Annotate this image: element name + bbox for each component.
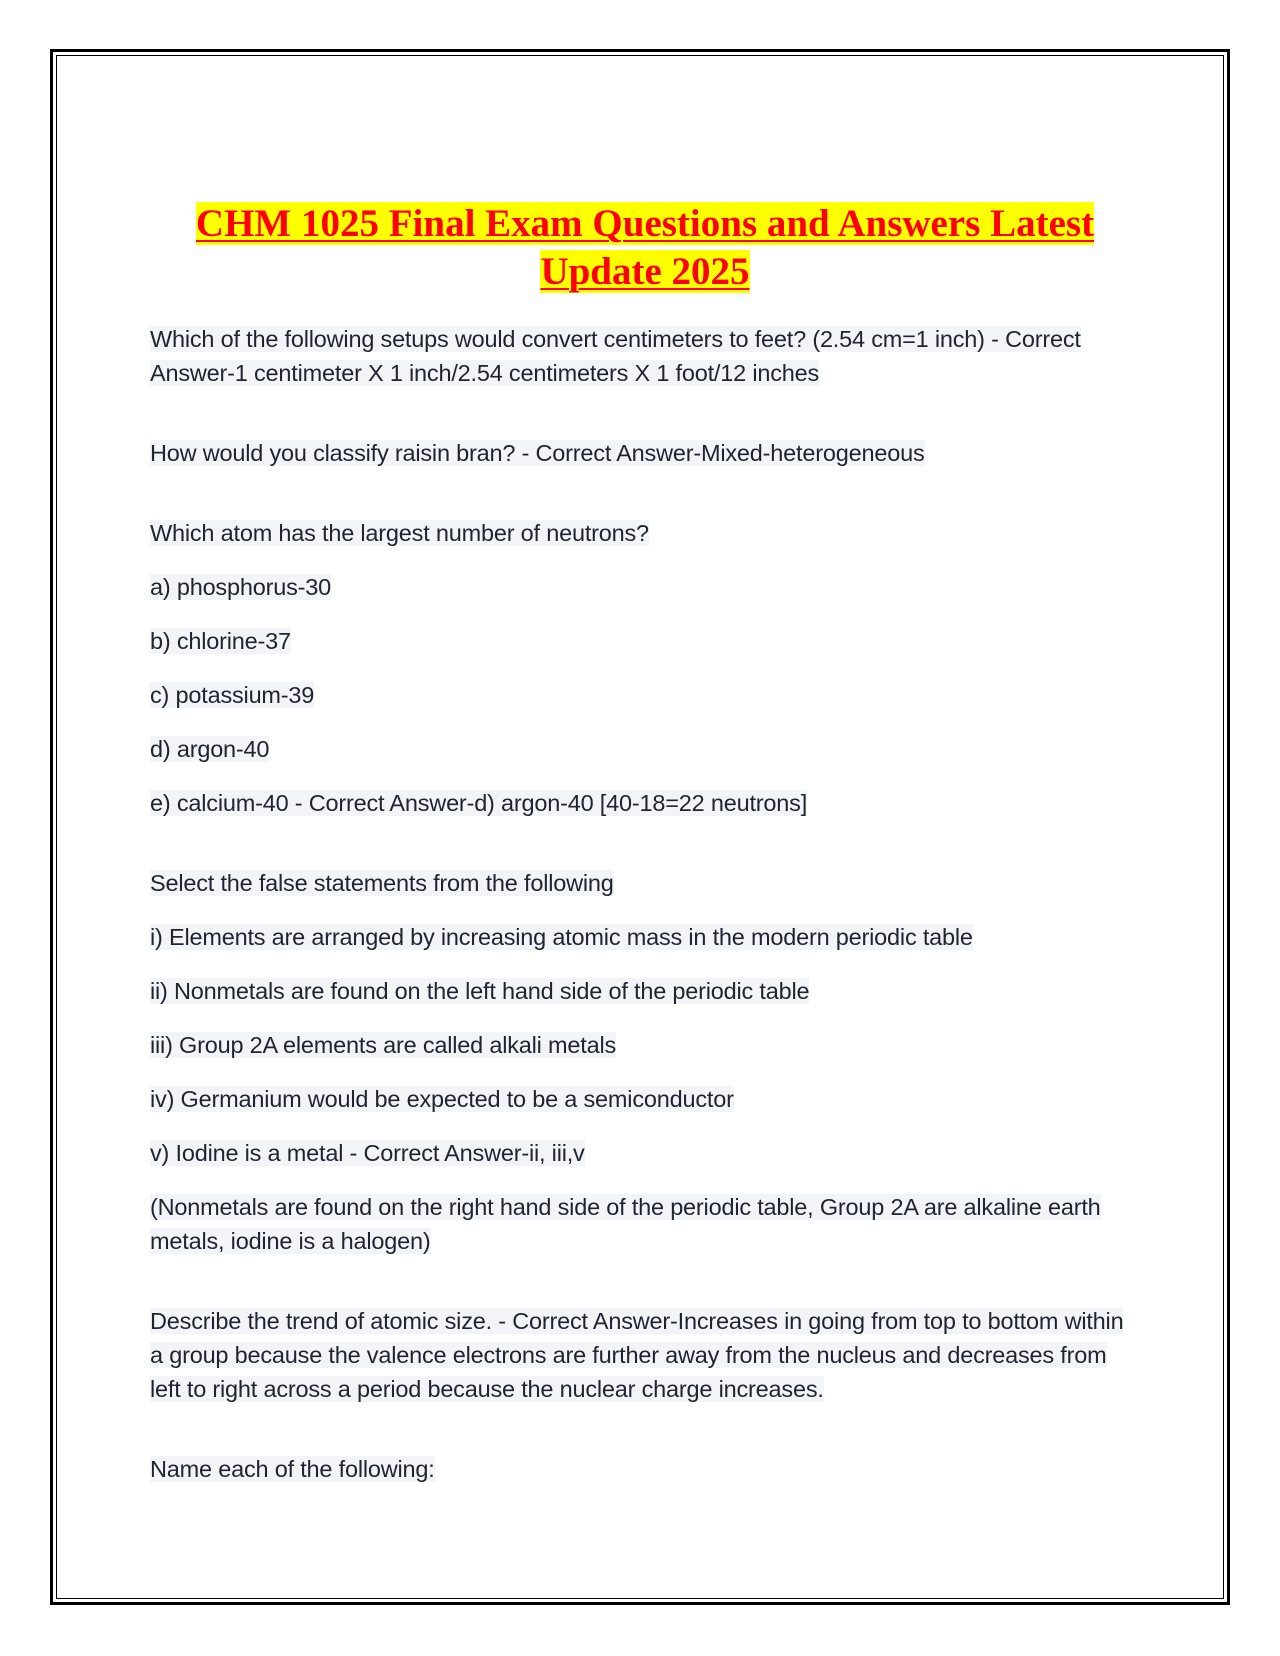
option-a: a) phosphorus-30 <box>150 574 332 600</box>
explanation-false-statements: (Nonmetals are found on the right hand side of the periodic table, Group 2A are alkaline earth metals, iodine is a halogen) <box>150 1194 1101 1254</box>
option-c: c) potassium-39 <box>150 682 315 708</box>
option-e-answer: e) calcium-40 - Correct Answer-d) argon-40 [40-18=22 neutrons] <box>150 790 808 816</box>
question-neutrons: Which atom has the largest number of neutrons? <box>150 520 649 546</box>
document-title: CHM 1025 Final Exam Questions and Answers Latest Update 2025 <box>195 202 1095 293</box>
document-body <box>150 200 1140 1506</box>
statement-i: i) Elements are arranged by increasing atomic mass in the modern periodic table <box>150 924 973 950</box>
statement-iii: iii) Group 2A elements are called alkali metals <box>150 1032 617 1058</box>
question-false-statements: Select the false statements from the following <box>150 870 614 896</box>
question-atomic-size: Describe the trend of atomic size. - Correct Answer-Increases in going from top to bottom within a group because the valence electrons are further away from the nucleus and decreases from left to right across a period because the nuclear charge increases. <box>150 1308 1124 1402</box>
option-d: d) argon-40 <box>150 736 270 762</box>
statement-iv: iv) Germanium would be expected to be a semiconductor <box>150 1086 734 1112</box>
question-unit-conversion: Which of the following setups would convert centimeters to feet? (2.54 cm=1 inch) - Correct Answer-1 centimeter X 1 inch/2.54 centimeters X 1 foot/12 inches <box>150 326 1081 386</box>
statement-ii: ii) Nonmetals are found on the left hand side of the periodic table <box>150 978 810 1004</box>
question-raisin-bran: How would you classify raisin bran? - Correct Answer-Mixed-heterogeneous <box>150 440 925 466</box>
question-name-each: Name each of the following: <box>150 1456 435 1482</box>
statement-v-answer: v) Iodine is a metal - Correct Answer-ii, iii,v <box>150 1140 585 1166</box>
option-b: b) chlorine-37 <box>150 628 291 654</box>
